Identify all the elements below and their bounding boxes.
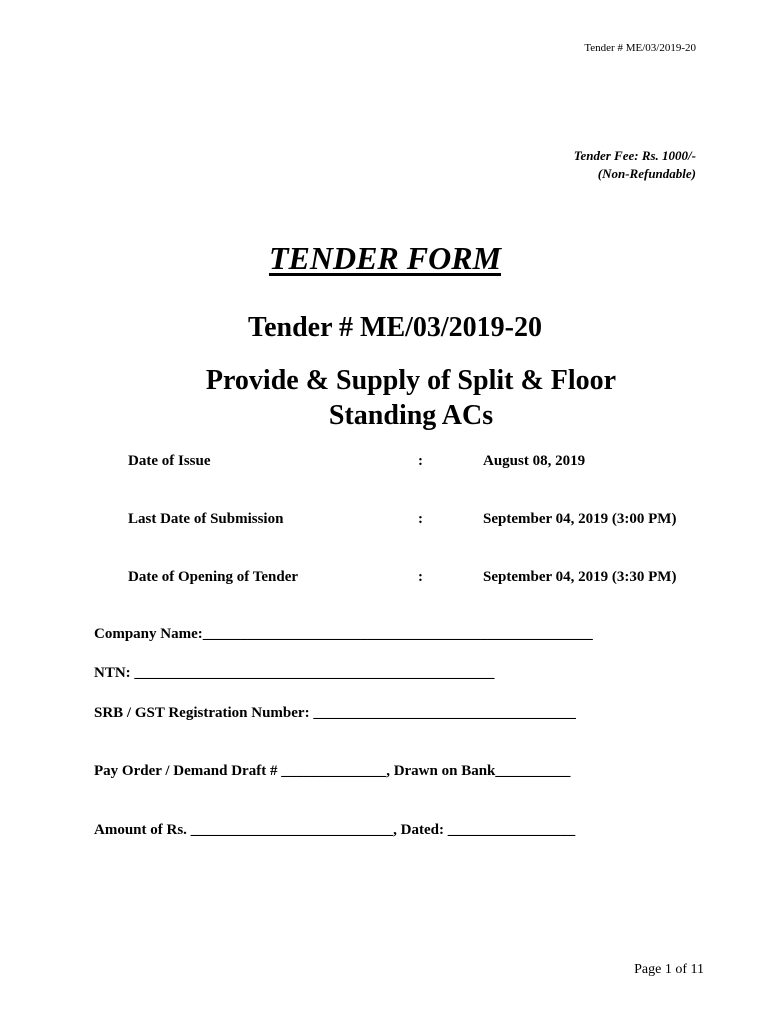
opening-date-colon: : — [418, 569, 423, 585]
last-submission-date-label: Last Date of Submission — [128, 511, 284, 527]
date-of-issue-value: August 08, 2019 — [483, 453, 586, 469]
date-of-issue-label: Date of Issue — [128, 453, 211, 469]
last-submission-date-colon: : — [418, 511, 423, 527]
tender-fee-note: (Non-Refundable) — [597, 166, 696, 181]
tender-number: Tender # ME/03/2019-20 — [247, 312, 542, 343]
page-number: Page 1 of 11 — [634, 962, 704, 977]
document-title-text: TENDER FORM — [268, 240, 502, 276]
last-submission-date-value: September 04, 2019 (3:00 PM) — [483, 511, 677, 527]
tender-subject-line-1: Provide & Supply of Split & Floor — [205, 365, 617, 396]
ntn-field: NTN: ________________________________________________ — [94, 665, 495, 681]
opening-date-label: Date of Opening of Tender — [128, 569, 299, 585]
srb-gst-field: SRB / GST Registration Number: ___________________________________ — [94, 705, 576, 721]
tender-subject-line-2: Standing ACs — [328, 400, 494, 431]
amount-field: Amount of Rs. ___________________________, Dated: _________________ — [94, 822, 576, 838]
document-title — [0, 240, 770, 277]
opening-date-value: September 04, 2019 (3:30 PM) — [483, 569, 677, 585]
company-name-field: Company Name:____________________________________________________ — [94, 626, 593, 642]
pay-order-field: Pay Order / Demand Draft # ______________, Drawn on Bank__________ — [94, 763, 571, 779]
date-of-issue-colon: : — [418, 453, 423, 469]
tender-fee: Tender Fee: Rs. 1000/- — [573, 148, 696, 163]
header-tender-reference: Tender # ME/03/2019-20 — [584, 42, 696, 54]
